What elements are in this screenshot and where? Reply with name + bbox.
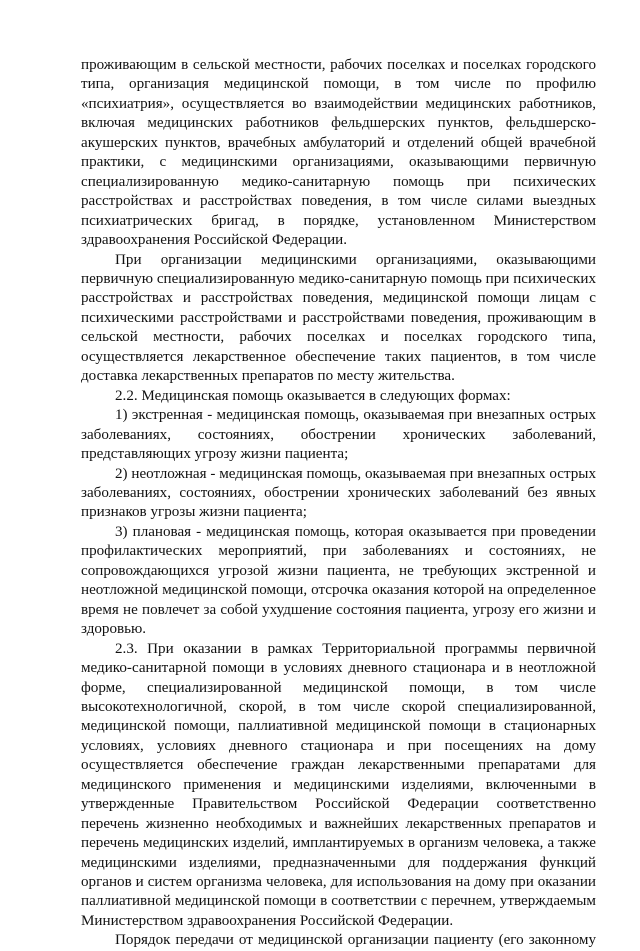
paragraph-forms-of-care-heading: 2.2. Медицинская помощь оказывается в следующих формах:	[115, 387, 511, 404]
paragraph-drug-supply-rural: При организации медицинскими организациями, оказывающими первичную специализированную медико-санитарную помощь при психических расстройствах и расстройствах поведения, медицинской помощи лицам с психическими расстройствами и расстройствами поведения, проживающим в сельской местности, рабочих поселках и поселках городского типа, осуществляется лекарственное обеспечение таких пациентов, в том числе доставка лекарственных препаратов по месту жительства.	[81, 251, 596, 385]
document-page	[81, 56, 596, 951]
paragraph-planned-care: 3) плановая - медицинская помощь, которая оказывается при проведении профилактических мероприятий, при заболеваниях и состояниях, не сопровождающихся угрозой жизни пациента, не требующих экстренной и неотложной медицинской помощи, отсрочка оказания которой на определенное время не повлечет за собой ухудшение состояния пациента, угрозу его жизни и здоровью.	[81, 523, 596, 638]
paragraph-transfer-procedure: Порядок передачи от медицинской организации пациенту (его законному	[115, 932, 596, 949]
paragraph-rural-care-continuation: проживающим в сельской местности, рабочих поселках и поселках городского типа, организация медицинской помощи, в том числе по профилю «психиатрия», осуществляется во взаимодействии медицинских работников, включая медицинских работников фельдшерских пунктов, фельдшерско-акушерских пунктов, врачебных амбулаторий и отделений общей врачебной практики, с медицинскими организациями, оказывающими первичную специализированную медико-санитарную помощь при психических расстройствах и расстройствах поведения, в том числе силами выездных психиатрических бригад, в порядке, установленном Министерством здравоохранения Российской Федерации.	[81, 57, 596, 249]
paragraph-emergency-care: 1) экстренная - медицинская помощь, оказываемая при внезапных острых заболеваниях, состояниях, обострении хронических заболеваний, представляющих угрозу жизни пациента;	[81, 407, 596, 463]
paragraph-drug-provision: 2.3. При оказании в рамках Территориальной программы первичной медико-санитарной помощи в условиях дневного стационара и в неотложной форме, специализированной медицинской помощи, в том числе высокотехнологичной, скорой, в том числе скорой специализированной, медицинской помощи, паллиативной медицинской помощи в стационарных условиях, условиях дневного стационара и при посещениях на дому осуществляется обеспечение граждан лекарственными препаратами для медицинского применения и медицинскими изделиями, включенными в утвержденные Правительством Российской Федерации соответственно перечень жизненно необходимых и важнейших лекарственных препаратов и перечень медицинских изделий, имплантируемых в организм человека, а также медицинскими изделиями, предназначенными для поддержания функций органов и систем организма человека, для использования на дому при оказании паллиативной медицинской помощи в соответствии с перечнем, утверждаемым Министерством здравоохранения Российской Федерации.	[81, 640, 596, 929]
paragraph-urgent-care: 2) неотложная - медицинская помощь, оказываемая при внезапных острых заболеваниях, состояниях, обострении хронических заболеваний без явных признаков угрозы жизни пациента;	[81, 465, 596, 521]
